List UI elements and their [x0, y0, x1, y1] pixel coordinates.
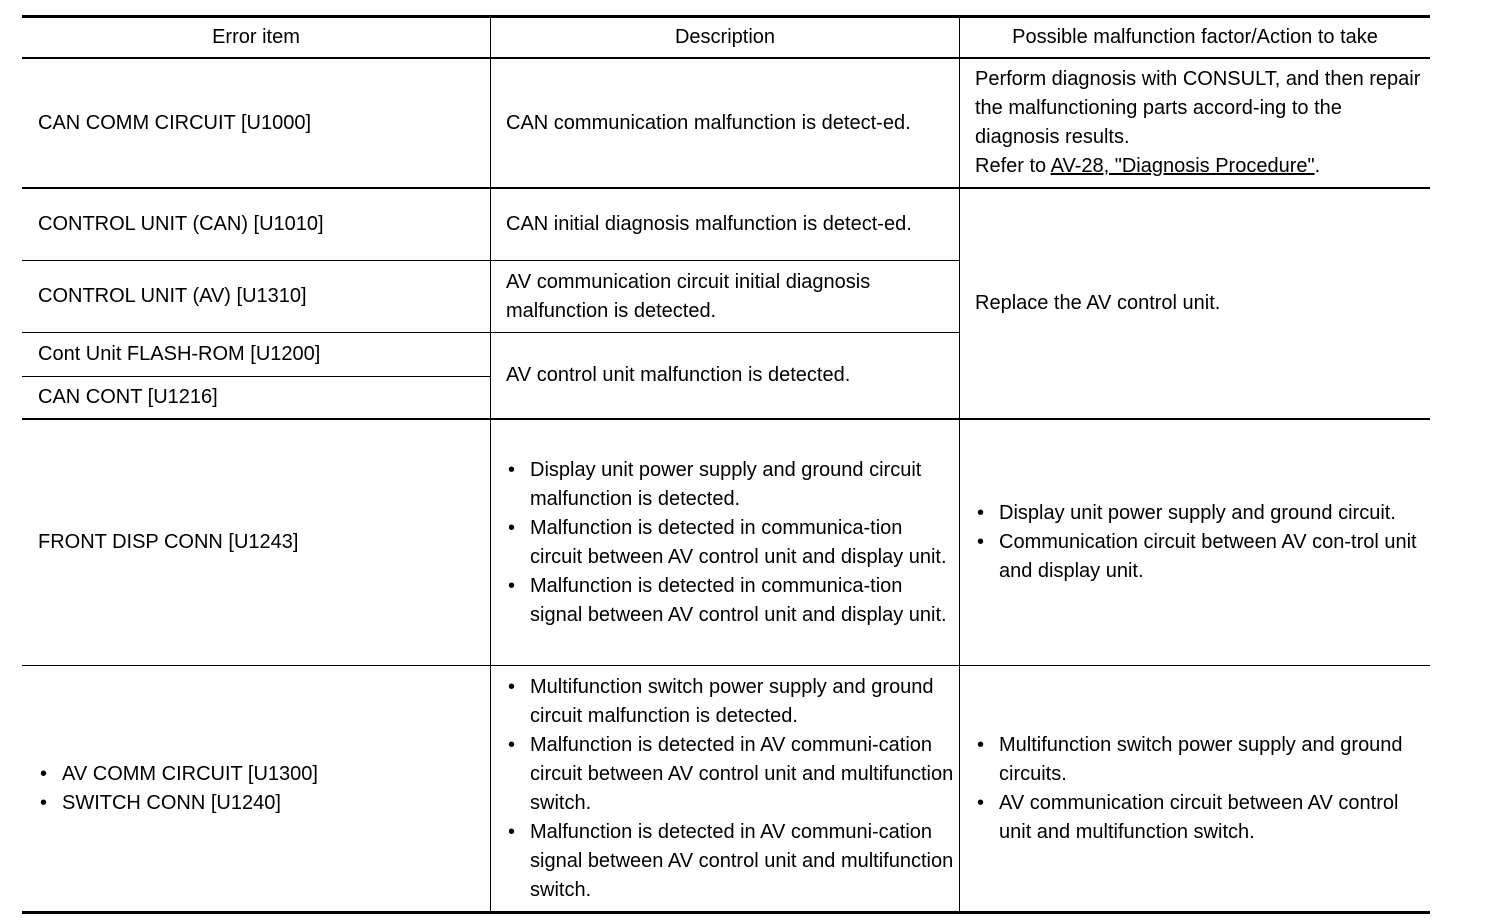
row7-description-list: [506, 673, 956, 905]
row2-description: [506, 189, 956, 260]
row1-error-item-text: CAN COMM CIRCUIT [U1000]: [38, 111, 312, 134]
rows4-5-description-text: AV control unit malfunction is detected.: [506, 364, 851, 386]
row6-action-list: [975, 499, 1425, 586]
row7-action: [975, 666, 1425, 911]
header-description-text: Description: [674, 26, 776, 48]
refer-suffix: .: [1314, 155, 1321, 177]
row3-description: [506, 261, 956, 332]
row6-description-list: [506, 456, 956, 630]
column1-divider: [490, 15, 491, 914]
list-item: • Malfunction is detected in communica-tion circuit between AV control unit and display unit.: [506, 514, 956, 572]
row4-error-item-text: Cont Unit FLASH-ROM [U1200]: [38, 343, 321, 365]
row4-error-item: [38, 333, 478, 376]
header-description: [491, 18, 959, 57]
row6-description: [506, 420, 956, 665]
list-item: • Multifunction switch power supply and ground circuits.: [975, 731, 1425, 789]
header-error-item: [22, 18, 490, 57]
row5-error-item: [38, 377, 478, 418]
row1-description: [506, 59, 956, 187]
row1-action: [975, 59, 1425, 187]
list-item: • SWITCH CONN [U1240]: [38, 789, 318, 818]
row7-error-item: [38, 666, 478, 911]
list-item: • AV COMM CIRCUIT [U1300]: [38, 760, 318, 789]
header-action: [960, 18, 1430, 57]
row3-error-item: [38, 261, 478, 332]
list-item: • Display unit power supply and ground circuit.: [975, 499, 1425, 528]
error-table: [22, 15, 1430, 914]
row1-description-text: CAN communication malfunction is detect-ed.: [506, 111, 911, 134]
rows2-5-action: [975, 189, 1425, 418]
row2-description-text: CAN initial diagnosis malfunction is detect-ed.: [506, 213, 912, 235]
header-error-item-text: Error item: [212, 26, 300, 48]
column2-divider: [959, 15, 960, 914]
row7-description: [506, 666, 956, 911]
row6-error-item: [38, 420, 478, 665]
row2-error-item-text: CONTROL UNIT (CAN) [U1010]: [38, 213, 324, 235]
list-item: • Communication circuit between AV con-trol unit and display unit.: [975, 528, 1425, 586]
row1-action-text: Perform diagnosis with CONSULT, and then repair the malfunctioning parts accord-ing to the diagnosis results.: [975, 68, 1421, 148]
row7-action-list: [975, 731, 1425, 847]
list-item: • AV communication circuit between AV control unit and multifunction switch.: [975, 789, 1425, 847]
row7-error-item-list: [38, 760, 318, 818]
list-item: • Display unit power supply and ground circuit malfunction is detected.: [506, 456, 956, 514]
row6-action: [975, 420, 1425, 665]
list-item: • Multifunction switch power supply and ground circuit malfunction is detected.: [506, 673, 956, 731]
list-item: • Malfunction is detected in communica-tion signal between AV control unit and display unit.: [506, 572, 956, 630]
list-item: • Malfunction is detected in AV communi-cation signal between AV control unit and multifunction switch.: [506, 818, 956, 905]
refer-prefix: Refer to: [975, 155, 1051, 177]
row3-error-item-text: CONTROL UNIT (AV) [U1310]: [38, 285, 307, 307]
row5-error-item-text: CAN CONT [U1216]: [38, 386, 218, 408]
rows4-5-description: [506, 333, 956, 418]
header-action-text: Possible malfunction factor/Action to take: [1012, 26, 1378, 48]
row3-description-text: AV communication circuit initial diagnosis malfunction is detected.: [506, 270, 871, 322]
diagnosis-procedure-link[interactable]: AV-28, "Diagnosis Procedure": [1050, 155, 1315, 177]
list-item: • Malfunction is detected in AV communi-cation circuit between AV control unit and multifunction switch.: [506, 731, 956, 818]
row6-error-item-text: FRONT DISP CONN [U1243]: [38, 531, 299, 553]
row2-error-item: [38, 189, 478, 260]
rows2-5-action-text: Replace the AV control unit.: [975, 292, 1221, 314]
row1-error-item: [38, 59, 478, 187]
table-bottom-rule: [22, 911, 1430, 914]
